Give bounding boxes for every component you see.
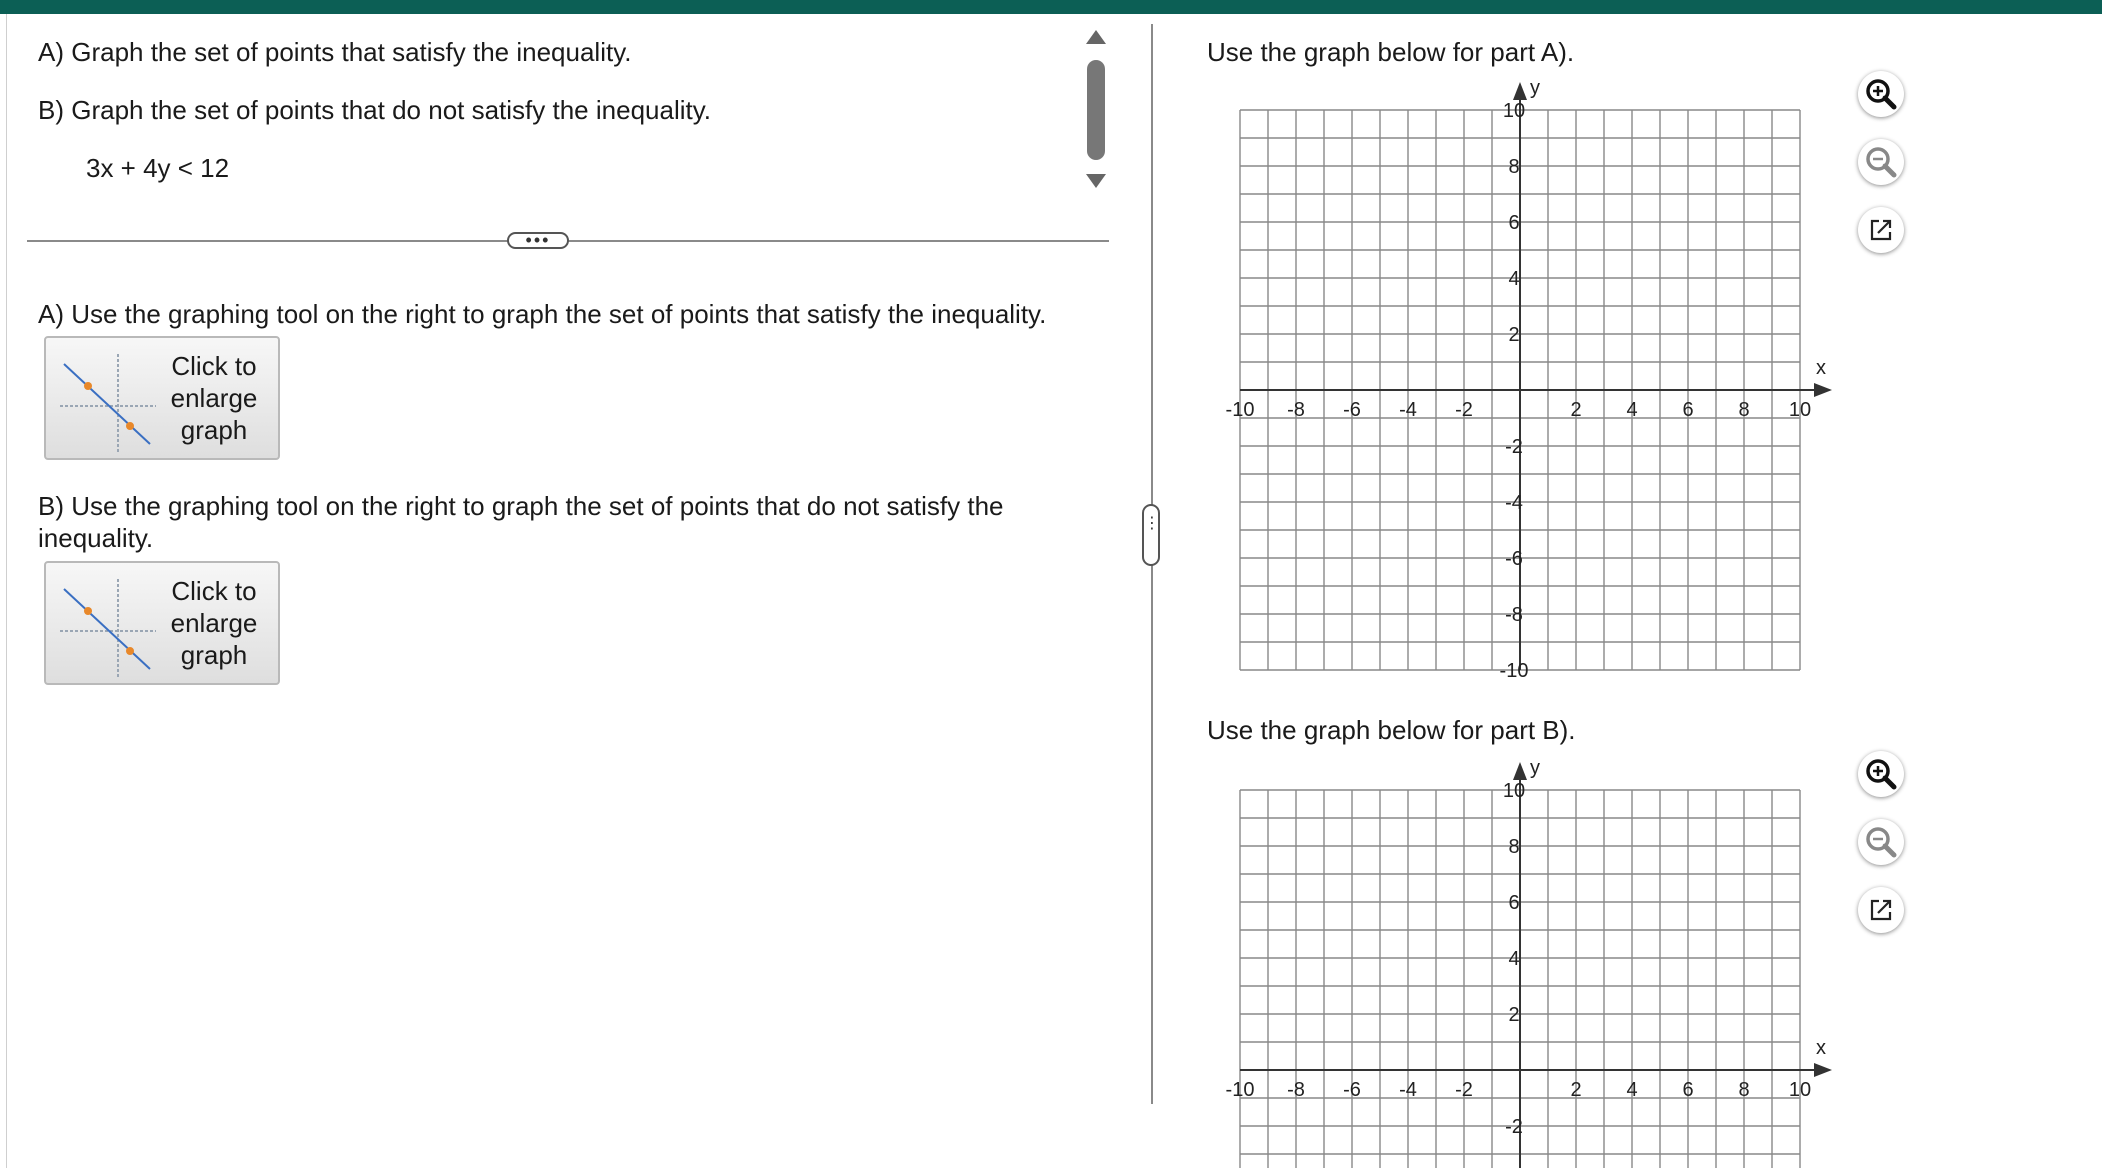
- x-axis-arrow: [1814, 383, 1832, 397]
- x-tick-label: 2: [1570, 1079, 1582, 1101]
- x-tick-label: -2: [1455, 399, 1473, 421]
- pop-out-button-a[interactable]: [1858, 207, 1904, 253]
- y-tick-label: -2: [1505, 1116, 1523, 1138]
- zoom-in-icon: [1858, 751, 1904, 797]
- y-tick-label: 6: [1508, 892, 1520, 914]
- y-tick-label: -2: [1505, 436, 1523, 458]
- part-a-instruction: A) Use the graphing tool on the right to graph the set of points that satisfy the inequality.: [38, 299, 1047, 329]
- enlarge-label: Click to enlarge graph: [170, 576, 258, 670]
- left-border: [6, 14, 7, 1168]
- y-tick-label: 4: [1508, 268, 1520, 290]
- x-tick-label: -8: [1287, 1079, 1305, 1101]
- x-tick-label: 4: [1626, 1079, 1638, 1101]
- y-axis-arrow: [1513, 82, 1527, 100]
- x-tick-label: -10: [1225, 399, 1255, 421]
- x-tick-label: -6: [1343, 399, 1361, 421]
- enlarge-graph-button-b[interactable]: [44, 561, 280, 685]
- x-tick-label: 6: [1682, 399, 1694, 421]
- zoom-in-button-a[interactable]: [1858, 71, 1904, 117]
- x-axis-label: x: [1816, 357, 1826, 379]
- pop-out-button-b[interactable]: [1858, 887, 1904, 933]
- y-axis-label: y: [1530, 77, 1540, 99]
- x-tick-label: -8: [1287, 399, 1305, 421]
- y-tick-label: -6: [1505, 548, 1523, 570]
- y-tick-label: -4: [1505, 492, 1523, 514]
- x-axis-label: x: [1816, 1037, 1826, 1059]
- zoom-out-button-a[interactable]: [1858, 139, 1904, 185]
- y-tick-label: 8: [1508, 156, 1520, 178]
- zoom-in-icon: [1858, 71, 1904, 117]
- x-tick-label: -4: [1399, 1079, 1417, 1101]
- top-bar: [0, 0, 2102, 14]
- splitter-handle[interactable]: ⋮: [1142, 504, 1160, 566]
- x-tick-label: 10: [1788, 1079, 1812, 1101]
- zoom-out-button-b[interactable]: [1858, 819, 1904, 865]
- graph-b-caption: Use the graph below for part B).: [1207, 715, 1576, 745]
- y-tick-label: 2: [1508, 1004, 1520, 1026]
- scrollbar-thumb[interactable]: [1087, 60, 1105, 160]
- part-b-instruction: B) Use the graphing tool on the right to graph the set of points that do not satisfy the inequality.: [38, 491, 1004, 553]
- zoom-in-button-b[interactable]: [1858, 751, 1904, 797]
- enlarge-graph-button-a[interactable]: [44, 336, 280, 460]
- y-tick-label: 4: [1508, 948, 1520, 970]
- x-tick-label: 8: [1738, 399, 1750, 421]
- task-a-text: A) Graph the set of points that satisfy the inequality.: [38, 37, 632, 67]
- graph-a[interactable]: [1225, 70, 1870, 690]
- x-tick-label: 2: [1570, 399, 1582, 421]
- graph-thumbnail-icon: [56, 573, 156, 677]
- y-axis-label: y: [1530, 757, 1540, 779]
- x-tick-label: 8: [1738, 1079, 1750, 1101]
- y-tick-label: -8: [1505, 604, 1523, 626]
- graph-a-caption: Use the graph below for part A).: [1207, 37, 1575, 67]
- x-tick-label: 6: [1682, 1079, 1694, 1101]
- x-axis-arrow: [1814, 1063, 1832, 1077]
- y-tick-label: 8: [1508, 836, 1520, 858]
- graph-thumbnail-icon: [56, 348, 156, 452]
- y-tick-label: -10: [1499, 660, 1529, 682]
- x-tick-label: 4: [1626, 399, 1638, 421]
- y-tick-label: 10: [1502, 780, 1526, 802]
- pop-out-icon: [1858, 207, 1904, 253]
- pop-out-icon: [1858, 887, 1904, 933]
- x-tick-label: -2: [1455, 1079, 1473, 1101]
- y-tick-label: 10: [1502, 100, 1526, 122]
- enlarge-label: Click to enlarge graph: [170, 351, 258, 445]
- zoom-out-icon: [1858, 139, 1904, 185]
- scroll-up-arrow[interactable]: [1086, 30, 1106, 44]
- task-b-text: B) Graph the set of points that do not satisfy the inequality.: [38, 95, 712, 125]
- zoom-out-icon: [1858, 819, 1904, 865]
- y-tick-label: 2: [1508, 324, 1520, 346]
- x-tick-label: -4: [1399, 399, 1417, 421]
- expand-question-button[interactable]: •••: [507, 232, 569, 249]
- x-tick-label: -10: [1225, 1079, 1255, 1101]
- scroll-down-arrow[interactable]: [1086, 174, 1106, 188]
- x-tick-label: -6: [1343, 1079, 1361, 1101]
- graph-b[interactable]: [1225, 750, 1870, 1168]
- x-tick-label: 10: [1788, 399, 1812, 421]
- y-tick-label: 6: [1508, 212, 1520, 234]
- y-axis-arrow: [1513, 762, 1527, 780]
- inequality-expression: 3x + 4y < 12: [86, 153, 230, 183]
